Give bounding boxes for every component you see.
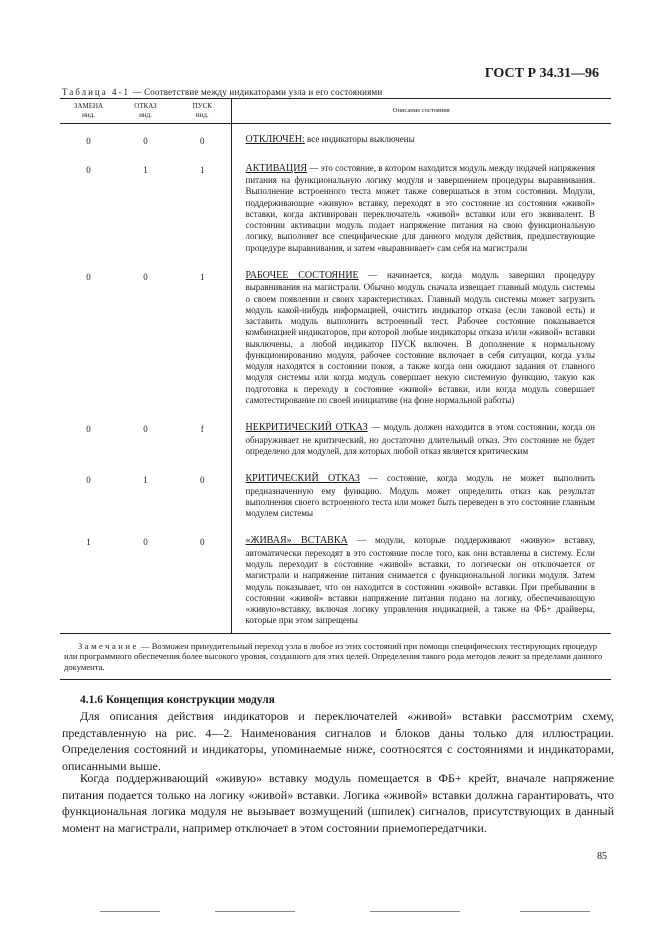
col-header-otkaz-label: ОТКАЗ xyxy=(134,102,157,111)
cell-otkaz: 0 xyxy=(143,424,148,434)
page-number: 85 xyxy=(597,851,607,862)
cell-description xyxy=(231,525,611,633)
state-term: РАБОЧЕЕ СОСТОЯНИЕ xyxy=(245,269,359,281)
state-text: — это состояние, в котором находится модуль между подачей напряжения питания на функциональную логику модуля и завершением процедуры выравнивания. Выполнение встроенного теста может также совершаться в этом состоянии. Модули, поддерживающие «живую» вставку, переходят в это состояние из состояния «живой» вставки, когда активирован переключатель «живой» вставки или его эквивалент. В состоянии активации модуль подает напряжение питания на свою функциональную логику, выполняет все специфические для данного модуля действия, предшествующие процедуре выравнивания, и затем «выравнивает» сам себя на магистрали xyxy=(245,162,595,253)
state-text: все индикаторы выключены xyxy=(304,134,415,144)
cell-zamena: 0 xyxy=(86,424,91,434)
cell-zamena: 1 xyxy=(86,537,91,548)
table-note-text: — Возможен принудительный переход узла в любое из этих состояний при помощи специфических тестирующих процедур или программного обеспечения более высокого уровня, созданного для этих целей. Определения такого рода методов лежит за пределами данного документа. xyxy=(64,640,603,672)
footer-rule xyxy=(520,911,590,912)
cell-otkaz: 0 xyxy=(143,136,148,146)
cell-zamena: 0 xyxy=(86,164,91,175)
state-term: АКТИВАЦИЯ xyxy=(245,162,308,174)
footer-rule xyxy=(215,911,295,912)
table-row xyxy=(60,525,611,633)
state-term: «ЖИВАЯ» ВСТАВКА xyxy=(245,535,348,547)
cell-pusk: 0 xyxy=(200,537,205,548)
paragraph: Когда поддерживающий «живую» вставку модуль помещается в ФБ+ крейт, вначале напряжение питания подается только на логику «живой» вставки. Логика «живой» вставки должна гарантировать, что функциональная логика модуля не вызывает возмущений (шпилек) сигналов, присутствующих в данный момент на магистрали, например отключает в этом состоянии приемопередатчики. xyxy=(62,771,614,835)
table-row xyxy=(60,153,611,260)
section-heading: 4.1.6 Концепция конструкции модуля xyxy=(80,694,275,706)
table-note-row xyxy=(60,633,611,679)
cell-description xyxy=(231,463,611,525)
state-text: — модуль должен находится в этом состоянии, когда он обнаруживает не критический, но достаточно длительный отказ. Это состояние не будет определено для модулей, для которых любой отказ является критическим xyxy=(245,422,595,456)
cell-pusk: 0 xyxy=(200,136,205,146)
cell-pusk: 0 xyxy=(200,475,205,485)
cell-zamena: 0 xyxy=(86,136,91,146)
cell-description xyxy=(231,260,611,412)
cell-otkaz: 0 xyxy=(143,537,148,548)
cell-otkaz: 1 xyxy=(143,475,148,485)
state-text: — начинается, когда модуль завершил процедуру выравнивания на магистрали. Обычно модуль сначала извещает главный модуль системы о своем появлении и своих характеристиках. Главный модуль системы может загрузить модуль какой-нибудь информацией, очистить индикатор отказа (если таковой есть) и заставить модуль выполнить встроенный тест. Рабочее состояние показывается комбинацией индикаторов, при которой любые индикаторы отказа и/или «живой» вставки выключены, а любой индикатор ПУСК включен. В дополнение к нормальному функционированию модуля, рабочее состояние включает в себя ситуации, когда узлы модуля находятся в состоянии покоя, а также когда они ожидают задания от главного модуля системы или когда модуль совершает некую системную функцию, такую как подготовка к переходу в состояние «живой» вставки, или когда модуль совершает самотестирование по своей инициативе (на фоне нормальной работы) xyxy=(245,269,595,405)
cell-zamena: 0 xyxy=(86,271,91,282)
cell-pusk: f xyxy=(200,424,204,434)
state-text: — состояние, когда модуль не может выполнить предназначенную ему функцию. Модуль может определить отказ как результат выполнения своего встроенного теста или может быть переведен в это состояние главным модулем системы xyxy=(245,473,595,518)
table-caption-text: — Соответствие между индикаторами узла и его состояниями xyxy=(130,87,383,97)
state-term: ОТКЛЮЧЕН: xyxy=(245,134,305,145)
state-term: КРИТИЧЕСКИЙ ОТКАЗ xyxy=(245,473,360,484)
cell-description xyxy=(231,153,611,260)
state-term: НЕКРИТИЧЕСКИЙ ОТКАЗ xyxy=(245,422,368,433)
state-text: — модули, которые поддерживают «живую» вставку, автоматически переходят в это состояние после того, как они вставлены в систему. Если модуль переходит в состояние «живой» вставки, то логически он отключается от магистрали и напряжение питания снимается с функциональной логики модуля. Затем модуль показывает, что он находится в состоянии «живой» вставки. При пребывании в состоянии «живой» вставки напряжение питания подано на логику, обеспечивающую «живую»вставку, включая логику управления индикацией, а также на ФБ+ драйверы, которые при этом запрещены xyxy=(245,535,595,626)
col-header-pusk xyxy=(174,99,231,124)
table-caption-label: Таблица 4-1 xyxy=(62,87,130,97)
table-row xyxy=(60,463,611,525)
table-row xyxy=(60,124,611,153)
table-note-label: Замечание xyxy=(78,640,139,651)
col-header-otkaz-unit: инд. xyxy=(139,111,152,119)
table-row xyxy=(60,412,611,463)
states-table xyxy=(60,98,611,680)
cell-otkaz: 0 xyxy=(143,271,148,282)
col-header-otkaz xyxy=(117,99,174,124)
col-header-description: Описание состояния xyxy=(231,99,611,124)
document-id: ГОСТ Р 34.31—96 xyxy=(484,66,599,81)
cell-pusk: 1 xyxy=(200,164,205,175)
footer-rule xyxy=(100,911,160,912)
cell-pusk: 1 xyxy=(200,271,205,282)
table-note xyxy=(60,633,611,679)
cell-description xyxy=(231,124,611,153)
table-row xyxy=(60,260,611,412)
col-header-pusk-label: ПУСК xyxy=(192,102,212,111)
cell-zamena: 0 xyxy=(86,475,91,485)
footer-rule xyxy=(370,911,460,912)
table-header-row xyxy=(60,99,611,124)
cell-description xyxy=(231,412,611,463)
col-header-zamena-unit: инд. xyxy=(82,111,95,119)
cell-otkaz: 1 xyxy=(143,164,148,175)
col-header-zamena xyxy=(60,99,117,124)
table-caption xyxy=(62,87,382,97)
col-header-zamena-label: ЗАМЕНА xyxy=(73,102,104,111)
paragraph: Для описания действия индикаторов и переключателей «живой» вставки рассмотрим схему, представленную на рис. 4—2. Наименования сигналов и блоков даны только для иллюстрации. Определения состояний и индикаторы, упоминаемые ниже, соотносятся с состояниями и индикаторами, описанными выше. xyxy=(62,709,614,773)
col-header-pusk-unit: инд. xyxy=(195,111,209,119)
